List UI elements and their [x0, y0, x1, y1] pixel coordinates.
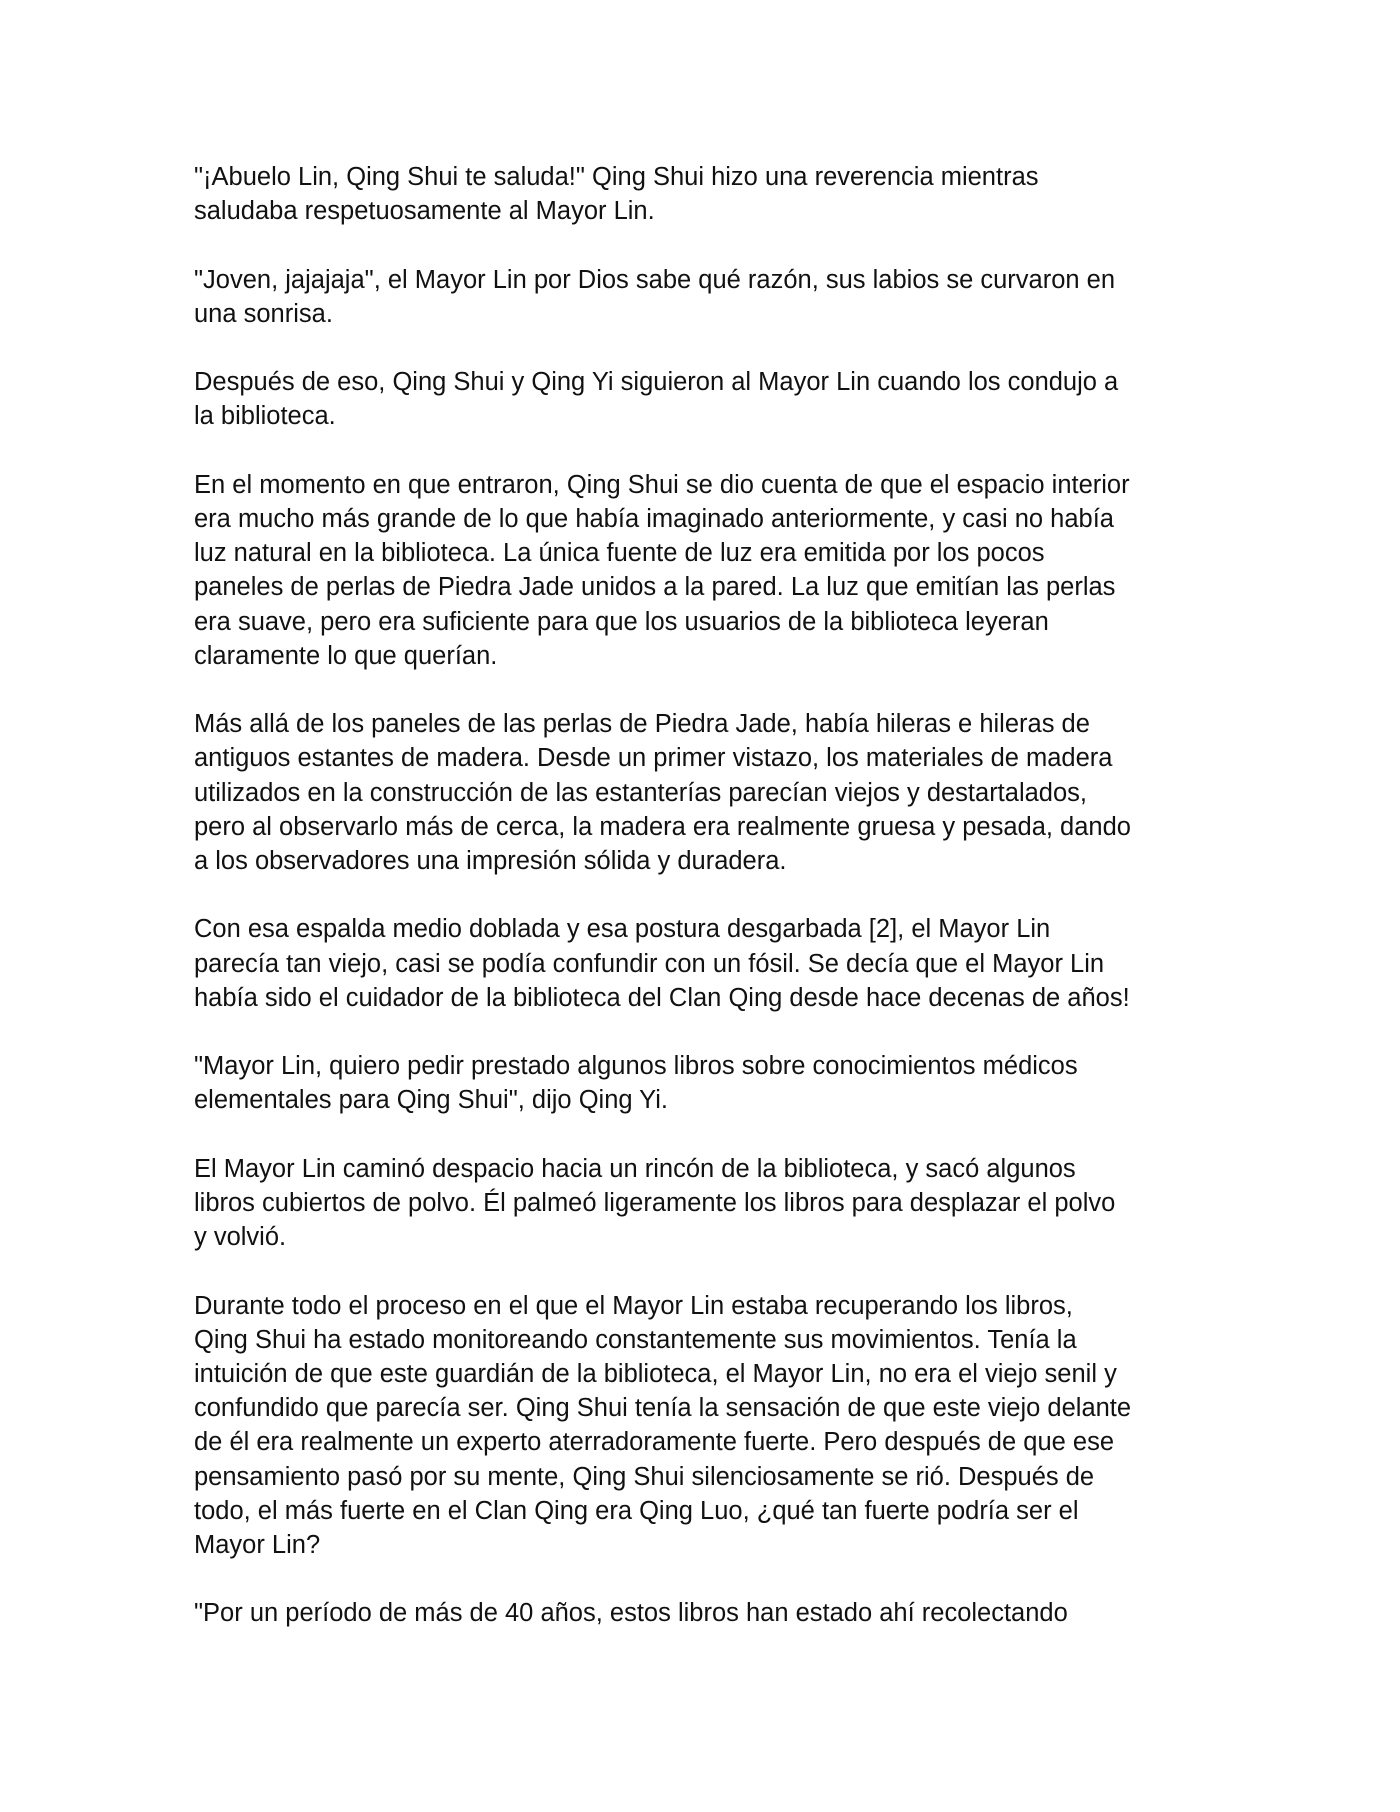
- text-line: utilizados en la construcción de las estanterías parecían viejos y destartalados,: [194, 778, 1087, 807]
- text-line: la biblioteca.: [194, 402, 336, 431]
- text-line: "Mayor Lin, quiero pedir prestado algunos libros sobre conocimientos médicos: [194, 1052, 1078, 1081]
- text-line: Mayor Lin?: [194, 1531, 321, 1559]
- text-line: era suave, pero era suficiente para que los usuarios de la biblioteca leyeran: [194, 607, 1049, 636]
- paragraph-bookshelves: [194, 707, 1234, 878]
- paragraph-elder-smile: [194, 263, 1234, 331]
- text-line: En el momento en que entraron, Qing Shui se dio cuenta de que el espacio interior: [194, 470, 1130, 499]
- text-line: libros cubiertos de polvo. Él palmeó ligeramente los libros para desplazar el polvo: [194, 1188, 1116, 1217]
- paragraph-greeting: [194, 160, 1234, 228]
- text-line: parecía tan viejo, casi se podía confundir con un fósil. Se decía que el Mayor Lin: [194, 949, 1105, 978]
- text-line: El Mayor Lin caminó despacio hacia un rincón de la biblioteca, y sacó algunos: [194, 1154, 1076, 1183]
- text-line: pensamiento pasó por su mente, Qing Shui silenciosamente se rió. Después de: [194, 1462, 1095, 1491]
- text-line: a los observadores una impresión sólida y duradera.: [194, 847, 787, 875]
- text-line: saludaba respetuosamente al Mayor Lin.: [194, 197, 655, 226]
- text-line: Más allá de los paneles de las perlas de Piedra Jade, había hileras e hileras de: [194, 710, 1090, 739]
- text-line: elementales para Qing Shui", dijo Qing Yi.: [194, 1086, 668, 1115]
- text-line: paneles de perlas de Piedra Jade unidos a la pared. La luz que emitían las perlas: [194, 573, 1116, 602]
- text-line: Durante todo el proceso en el que el Mayor Lin estaba recuperando los libros,: [194, 1291, 1073, 1320]
- text-line: "Joven, jajajaja", el Mayor Lin por Dios sabe qué razón, sus labios se curvaron en: [194, 265, 1116, 294]
- paragraph-forty-years: [194, 1596, 1234, 1630]
- text-line: antiguos estantes de madera. Desde un primer vistazo, los materiales de madera: [194, 744, 1113, 773]
- text-line: era mucho más grande de lo que había imaginado anteriormente, y casi no había: [194, 504, 1114, 533]
- paragraph-library-interior: [194, 468, 1234, 673]
- text-line: intuición de que este guardián de la biblioteca, el Mayor Lin, no era el viejo senil y: [194, 1359, 1117, 1388]
- text-line: de él era realmente un experto aterradoramente fuerte. Pero después de que ese: [194, 1428, 1115, 1457]
- paragraph-monitoring: [194, 1289, 1234, 1563]
- text-line: "Por un período de más de 40 años, estos libros han estado ahí recolectando: [194, 1599, 1068, 1628]
- text-line: "¡Abuelo Lin, Qing Shui te saluda!" Qing Shui hizo una reverencia mientras: [194, 163, 1039, 191]
- text-line: claramente lo que querían.: [194, 641, 498, 670]
- text-line: y volvió.: [194, 1223, 287, 1252]
- text-line: luz natural en la biblioteca. La única fuente de luz era emitida por los pocos: [194, 539, 1045, 568]
- text-line: Qing Shui ha estado monitoreando constantemente sus movimientos. Tenía la: [194, 1325, 1077, 1354]
- paragraph-elder-description: [194, 912, 1234, 1015]
- text-line: Después de eso, Qing Shui y Qing Yi siguieron al Mayor Lin cuando los condujo a: [194, 368, 1119, 397]
- paragraph-request-books: [194, 1049, 1234, 1117]
- text-line: una sonrisa.: [194, 299, 333, 328]
- text-line: había sido el cuidador de la biblioteca del Clan Qing desde hace decenas de años!: [194, 983, 1130, 1012]
- text-line: todo, el más fuerte en el Clan Qing era Qing Luo, ¿qué tan fuerte podría ser el: [194, 1496, 1079, 1525]
- document-body: [194, 160, 1234, 1665]
- text-line: Con esa espalda medio doblada y esa postura desgarbada [2], el Mayor Lin: [194, 915, 1051, 944]
- text-line: pero al observarlo más de cerca, la madera era realmente gruesa y pesada, dando: [194, 812, 1131, 841]
- text-line: confundido que parecía ser. Qing Shui tenía la sensación de que este viejo delante: [194, 1394, 1132, 1423]
- paragraph-to-library: [194, 365, 1234, 433]
- paragraph-retrieve-books: [194, 1152, 1234, 1255]
